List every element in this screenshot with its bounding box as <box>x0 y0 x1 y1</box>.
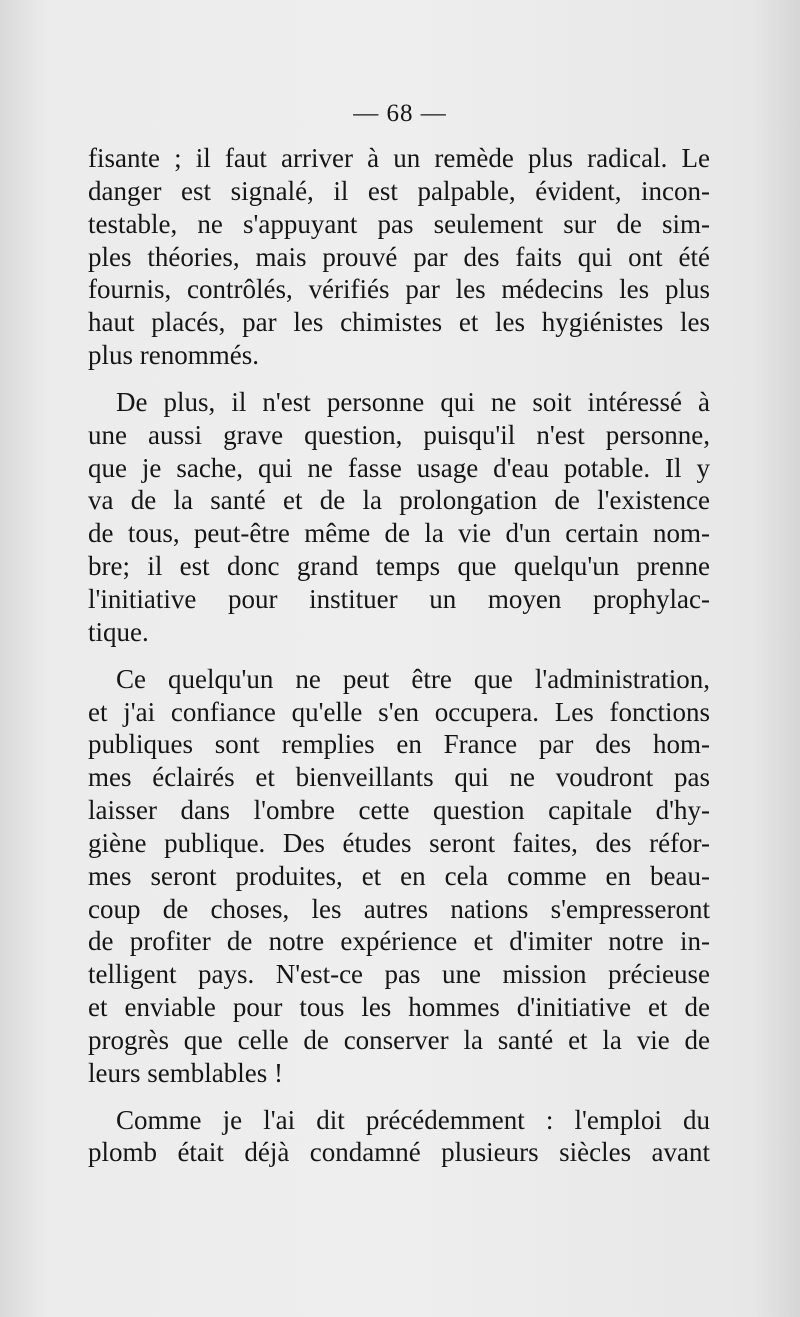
text-line: de tous, peut-être même de la vie d'un certain nom- <box>88 518 710 549</box>
text-line: l'initiative pour instituer un moyen prophylac- <box>88 583 710 614</box>
text-line: danger est signalé, il est palpable, évident, incon- <box>88 175 710 206</box>
paragraph <box>88 386 710 649</box>
page-number: — 68 — <box>353 100 447 127</box>
text-line: coup de choses, les autres nations s'empresseront <box>88 893 710 924</box>
text-line: giène publique. Des études seront faites, des réfor- <box>88 827 710 858</box>
text-line: que je sache, qui ne fasse usage d'eau potable. Il y <box>88 452 710 483</box>
paragraph <box>88 663 710 1090</box>
paragraph <box>88 142 710 372</box>
text-line: mes éclairés et bienveillants qui ne voudront pas <box>88 762 710 793</box>
text-line: fisante ; il faut arriver à un remède plus radical. Le <box>88 143 710 173</box>
text-line: et j'ai confiance qu'elle s'en occupera. Les fonctions <box>88 696 710 727</box>
text-line: une aussi grave question, puisqu'il n'est personne, <box>88 419 710 450</box>
text-line: ples théories, mais prouvé par des faits qui ont été <box>88 241 710 272</box>
text-line: haut placés, par les chimistes et les hygiénistes les <box>88 307 710 338</box>
text-line: plomb était déjà condamné plusieurs siècles avant <box>88 1137 710 1168</box>
text-line: Ce quelqu'un ne peut être que l'administration, <box>116 663 710 694</box>
text-line: mes seront produites, et en cela comme en beau- <box>88 860 710 891</box>
text-line: testable, ne s'appuyant pas seulement sur de sim- <box>88 208 710 239</box>
text-line: publiques sont remplies en France par des hom- <box>88 729 710 760</box>
text-line: plus renommés. <box>88 340 259 371</box>
text-line: et enviable pour tous les hommes d'initiative et de <box>88 992 710 1023</box>
text-line: Comme je l'ai dit précédemment : l'emploi du <box>116 1104 710 1135</box>
text-line: leurs semblables ! <box>88 1057 283 1088</box>
text-line: va de la santé et de la prolongation de l'existence <box>88 485 710 516</box>
text-line: tique. <box>88 616 149 647</box>
text-line: telligent pays. N'est-ce pas une mission précieuse <box>88 959 710 990</box>
text-line: progrès que celle de conserver la santé et la vie de <box>88 1024 710 1055</box>
text-line: De plus, il n'est personne qui ne soit intéressé à <box>116 386 710 417</box>
text-line: de profiter de notre expérience et d'imiter notre in- <box>88 926 710 957</box>
text-line: bre; il est donc grand temps que quelqu'un prenne <box>88 551 710 582</box>
body-text <box>88 142 710 1183</box>
text-line: laisser dans l'ombre cette question capitale d'hy- <box>88 795 710 826</box>
paragraph <box>88 1104 710 1170</box>
text-line: fournis, contrôlés, vérifiés par les médecins les plus <box>88 274 710 305</box>
